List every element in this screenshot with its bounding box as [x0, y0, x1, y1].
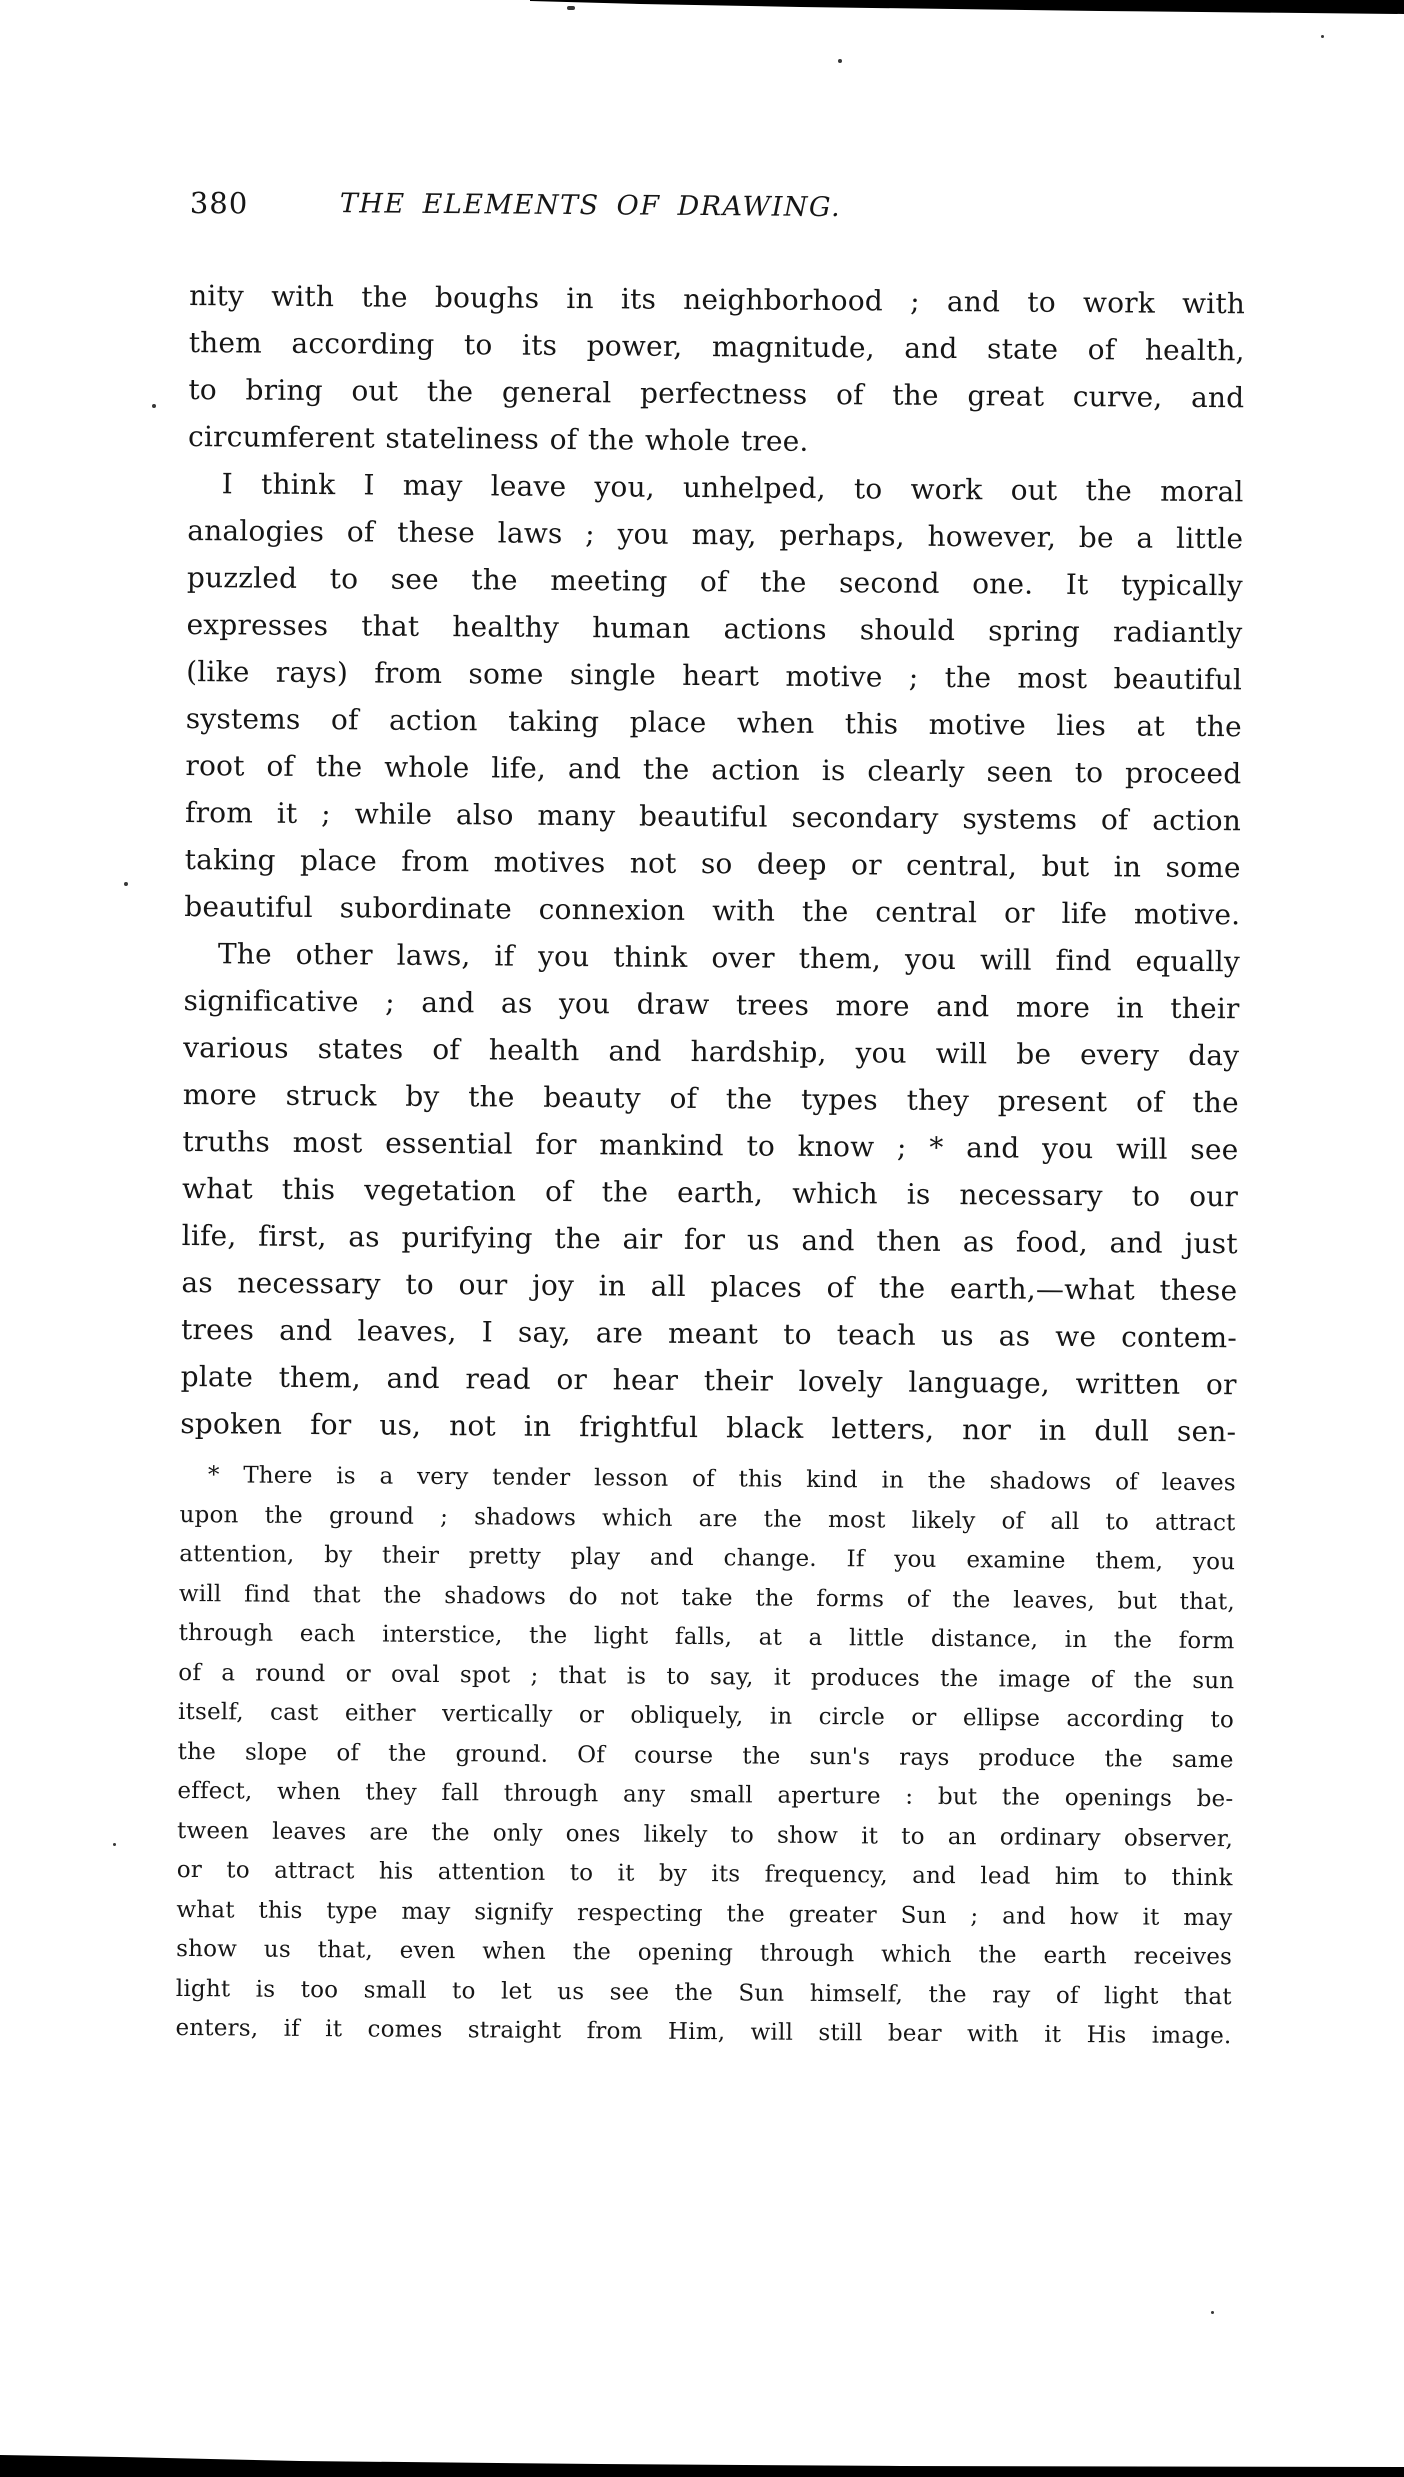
text-line: significative ; and as you draw trees more and more in their [183, 983, 1240, 1026]
page-header [190, 186, 1246, 228]
text-line: from it ; while also many beautiful secondary systems of action [184, 795, 1242, 838]
text-line: I think I may leave you, unhelped, to work out the moral [221, 467, 1244, 509]
text-line: attention, by their pretty play and change. If you examine them, you [179, 1540, 1236, 1576]
text-line: spoken for us, not in frightful black letters, nor in dull sen- [180, 1406, 1237, 1449]
ink-speck [113, 1843, 116, 1846]
ink-speck [1211, 2311, 1214, 2314]
text-line: truths most essential for mankind to know ; * and you will see [182, 1124, 1239, 1167]
text-line: (like rays) from some single heart motive ; the most beautiful [186, 654, 1243, 697]
text-line: effect, when they fall through any small aperture : but the openings be- [177, 1777, 1234, 1813]
text-line: of a round or oval spot ; that is to say, it produces the image of the sun [178, 1659, 1235, 1694]
text-line: life, first, as purifying the air for us and then as food, and just [181, 1218, 1238, 1261]
text-line: upon the ground ; shadows which are the most likely of all to attract [179, 1501, 1236, 1536]
text-line: through each interstice, the light falls, at a little distance, in the form [178, 1619, 1235, 1655]
ink-speck [152, 404, 156, 408]
text-line: expresses that healthy human actions should spring radiantly [186, 607, 1243, 650]
text-line: more struck by the beauty of the types they present of the [182, 1077, 1239, 1120]
text-line: nity with the boughs in its neighborhood ; and to work with [189, 278, 1246, 321]
page-number: 380 [189, 186, 249, 221]
text-line: root of the whole life, and the action is clearly seen to proceed [185, 748, 1242, 791]
ink-speck [567, 6, 575, 10]
text-line: what this type may signify respecting the greater Sun ; and how it may [176, 1896, 1233, 1931]
text-line: puzzled to see the meeting of the second one. It typically [186, 560, 1244, 603]
text-line: various states of health and hardship, you will be every day [183, 1030, 1240, 1073]
text-line: enters, if it comes straight from Him, will still bear with it His image. [175, 2014, 1232, 2050]
text-line: * There is a very tender lesson of this kind in the shadows of leaves [207, 1462, 1236, 1497]
text-line: to bring out the general perfectness of the great curve, and [188, 372, 1245, 415]
text-line: what this vegetation of the earth, which is necessary to our [181, 1171, 1239, 1214]
scan-edge-artifact-top [0, 0, 1404, 16]
text-line: will find that the shadows do not take the forms of the leaves, but that, [178, 1580, 1236, 1615]
text-line: them according to its power, magnitude, and state of health, [188, 325, 1245, 368]
text-line: show us that, even when the opening through which the earth receives [176, 1935, 1233, 1971]
text-line: trees and leaves, I say, are meant to teach us as we contem- [180, 1312, 1238, 1355]
text-line: itself, cast either vertically or obliquely, in circle or ellipse according to [177, 1698, 1235, 1734]
scan-edge-artifact-bottom [0, 2451, 1404, 2477]
text-line: taking place from motives not so deep or central, but in some [184, 842, 1241, 885]
text-line: systems of action taking place when this motive lies at the [185, 701, 1242, 744]
page-content [175, 186, 1246, 2057]
text-line: as necessary to our joy in all places of the earth,—what these [181, 1265, 1238, 1308]
text-line: plate them, and read or hear their lovely language, written or [180, 1359, 1237, 1402]
body-paragraphs [180, 272, 1245, 1455]
running-title: THE ELEMENTS OF DRAWING. [339, 188, 842, 224]
text-line: the slope of the ground. Of course the sun's rays produce the same [177, 1738, 1234, 1773]
text-line: analogies of these laws ; you may, perhaps, however, be a little [187, 513, 1244, 556]
text-line: beautiful subordinate connexion with the central or life motive. [184, 889, 1241, 932]
ink-speck [838, 59, 842, 63]
text-line: light is too small to let us see the Sun himself, the ray of light that [175, 1975, 1232, 2010]
ink-speck [1321, 35, 1324, 38]
text-line: The other laws, if you think over them, you will find equally [217, 937, 1241, 979]
text-line: circumferent stateliness of the whole tree. [187, 419, 809, 458]
text-line: or to attract his attention to it by its frequency, and lead him to think [176, 1856, 1233, 1892]
text-line: tween leaves are the only ones likely to show it to an ordinary observer, [176, 1817, 1234, 1852]
footnote [175, 1456, 1236, 2057]
ink-speck [124, 882, 128, 886]
